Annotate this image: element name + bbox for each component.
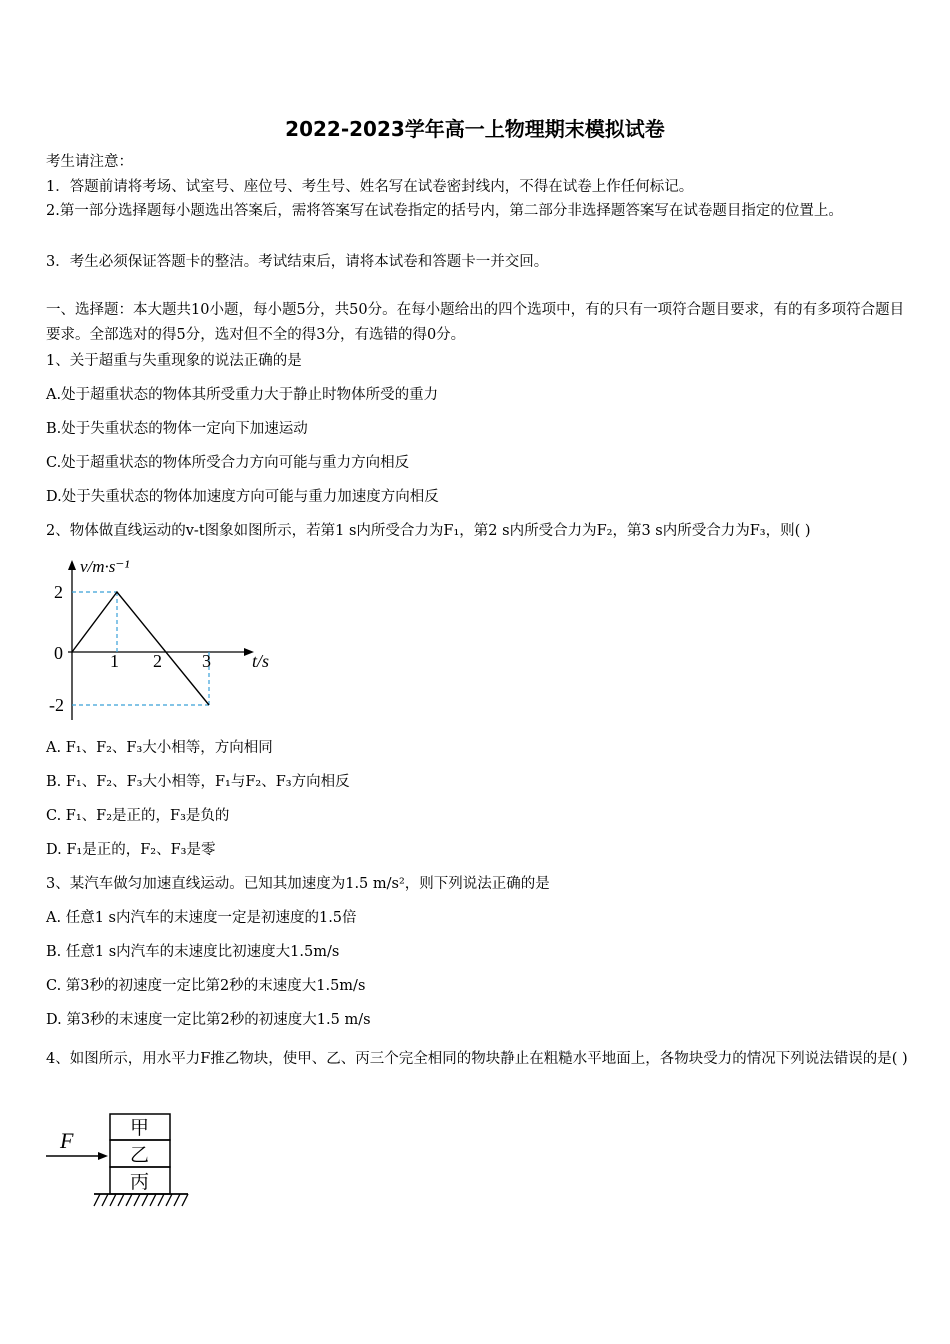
q3-stem: 3、某汽车做匀加速直线运动。已知其加速度为1.5 m/s²，则下列说法正确的是: [46, 876, 550, 892]
q3-option-d: D. 第3秒的末速度一定比第2秒的初速度大1.5 m/s: [46, 1012, 371, 1028]
notice-item-1: 1．答题前请将考场、试室号、座位号、考生号、姓名写在试卷密封线内，不得在试卷上作任何标记。: [46, 179, 694, 195]
graph-xlabel: t/s: [252, 651, 270, 671]
graph-ytick-neg2: -2: [49, 695, 64, 715]
notice-item-2: 2.第一部分选择题每小题选出答案后，需将答案写在试卷指定的括号内，第二部分非选择题答案写在试卷题目指定的位置上。: [46, 203, 843, 219]
graph-xtick-2: 2: [153, 651, 162, 671]
vt-graph-figure: [46, 552, 286, 724]
ground-hatching: [94, 1194, 188, 1206]
graph-ytick-0: 0: [54, 643, 63, 663]
section-intro: 一、选择题：本大题共10小题，每小题5分，共50分。在每小题给出的四个选项中，有的只有一项符合题目要求，有的有多项符合题目要求。全部选对的得5分，选对但不全的得3分，有选错的得0分。: [46, 302, 905, 343]
q2-stem: 2、物体做直线运动的v-t图象如图所示，若第1 s内所受合力为F₁，第2 s内所受合力为F₂，第3 s内所受合力为F₃，则( ): [46, 523, 811, 539]
q2-option-d: D. F₁是正的，F₂、F₃是零: [46, 842, 216, 858]
block-yi: 乙: [130, 1145, 150, 1166]
notice-item-3: 3．考生必须保证答题卡的整洁。考试结束后，请将本试卷和答题卡一并交回。: [46, 254, 549, 270]
blocks-figure: [44, 1110, 194, 1210]
graph-xtick-1: 1: [110, 651, 119, 671]
q1-stem: 1、关于超重与失重现象的说法正确的是: [46, 353, 302, 369]
q1-option-c: C.处于超重状态的物体所受合力方向可能与重力方向相反: [46, 455, 410, 471]
force-label: F: [60, 1128, 74, 1153]
block-bing: 丙: [130, 1172, 150, 1193]
graph-ytick-2: 2: [54, 582, 63, 602]
q1-option-d: D.处于失重状态的物体加速度方向可能与重力加速度方向相反: [46, 489, 439, 505]
graph-xtick-3: 3: [202, 651, 211, 671]
q1-option-a: A.处于超重状态的物体其所受重力大于静止时物体所受的重力: [46, 387, 439, 403]
notice-heading: 考生请注意：: [46, 154, 133, 170]
graph-ylabel: v/m·s⁻¹: [80, 557, 130, 576]
q4-stem: 4、如图所示，用水平力F推乙物块，使甲、乙、丙三个完全相同的物块静止在粗糙水平地面上，各物块受力的情况下列说法错误的是( ): [46, 1051, 908, 1067]
q3-option-b: B. 任意1 s内汽车的末速度比初速度大1.5m/s: [46, 944, 340, 960]
q2-option-a: A. F₁、F₂、F₃大小相等，方向相同: [46, 740, 273, 756]
q1-option-b: B.处于失重状态的物体一定向下加速运动: [46, 421, 308, 437]
q2-option-b: B. F₁、F₂、F₃大小相等，F₁与F₂、F₃方向相反: [46, 774, 350, 790]
q2-option-c: C. F₁、F₂是正的，F₃是负的: [46, 808, 230, 824]
q3-option-a: A. 任意1 s内汽车的末速度一定是初速度的1.5倍: [46, 910, 357, 926]
page-title: 2022-2023学年高一上物理期末模拟试卷: [285, 117, 665, 141]
block-jia: 甲: [130, 1118, 150, 1139]
q3-option-c: C. 第3秒的初速度一定比第2秒的末速度大1.5m/s: [46, 978, 366, 994]
